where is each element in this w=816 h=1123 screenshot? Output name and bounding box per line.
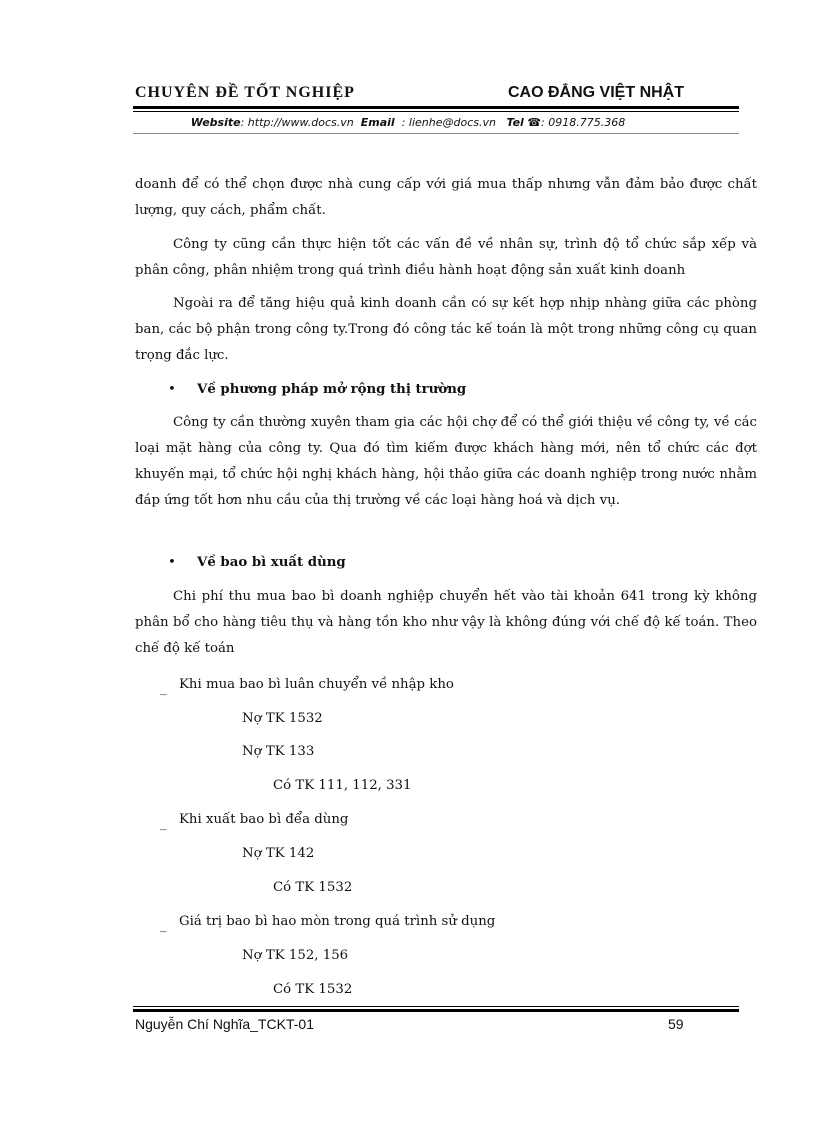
website-label: Website	[190, 116, 241, 129]
header-rule-thin	[133, 111, 739, 112]
email-label: Email	[360, 116, 395, 129]
item-1-debit-1: Nợ TK 1532	[242, 711, 323, 726]
email-value: : lienhe@docs.vn	[401, 116, 496, 129]
item-3-debit: Nợ TK 152, 156	[242, 948, 349, 963]
bullet-icon: •	[168, 382, 176, 397]
header-title-right: CAO ĐẲNG VIỆT NHẬT	[508, 84, 684, 101]
paragraph-4: Công ty cần thường xuyên tham gia các hội chợ để có thể giới thiệu về công ty, về các loại mặt hàng của công ty. Qua đó tìm kiếm được khách hàng mới, nên tổ chức các đợt khuyến mại, tổ chức hội nghị khách hàng, hội thảo giữa các doanh nghiệp trong nước nhằm đáp ứng tốt hơn nhu cầu của thị trường về các loại hàng hoá và dịch vụ.	[135, 415, 757, 508]
header-title-left: CHUYÊN ĐỀ TỐT NGHIỆP	[135, 84, 355, 101]
contact-line	[0, 116, 816, 129]
footer-author: Nguyễn Chí Nghĩa_TCKT-01	[135, 1016, 314, 1032]
dash-marker: _	[160, 918, 167, 933]
website-value: : http://www.docs.vn	[240, 116, 354, 129]
item-2-debit: Nợ TK 142	[242, 846, 315, 861]
footer-rule-thick	[133, 1009, 739, 1012]
header-rule-thick	[133, 106, 739, 109]
item-1-debit-2: Nợ TK 133	[242, 744, 315, 759]
item-3-credit: Có TK 1532	[273, 982, 353, 997]
phone-icon: ☎	[527, 116, 542, 129]
header-rule-bottom	[133, 133, 739, 134]
item-2-credit: Có TK 1532	[273, 880, 353, 895]
dash-marker: _	[160, 816, 167, 831]
heading-packaging-text: Về bao bì xuất dùng	[197, 555, 346, 570]
item-1-credit: Có TK 111, 112, 331	[273, 778, 412, 793]
item-3-title: Giá trị bao bì hao mòn trong quá trình sử dụng	[179, 914, 496, 929]
bullet-icon: •	[168, 555, 176, 570]
item-1-title: Khi mua bao bì luân chuyển về nhập kho	[179, 677, 454, 692]
page-number: 59	[668, 1016, 684, 1032]
heading-market-text: Về phương pháp mở rộng thị trường	[197, 382, 467, 397]
paragraph-1: doanh để có thể chọn được nhà cung cấp với giá mua thấp nhưng vẫn đảm bảo được chất lượng, quy cách, phẩm chất.	[135, 177, 757, 218]
paragraph-2: Công ty cũng cần thực hiện tốt các vấn đề về nhân sự, trình độ tổ chức sắp xếp và phân công, phân nhiệm trong quá trình điều hành hoạt động sản xuất kinh doanh	[135, 237, 757, 278]
paragraph-3: Ngoài ra để tăng hiệu quả kinh doanh cần có sự kết hợp nhịp nhàng giữa các phòng ban, các bộ phận trong công ty.Trong đó công tác kế toán là một trong những công cụ quan trọng đắc lực.	[135, 296, 757, 363]
paragraph-5: Chi phí thu mua bao bì doanh nghiệp chuyển hết vào tài khoản 641 trong kỳ không phân bổ cho hàng tiêu thụ và hàng tồn kho như vậy là không đúng với chế độ kế toán. Theo chế độ kế toán	[135, 589, 757, 656]
dash-marker: _	[160, 681, 167, 696]
footer-rule-thin	[133, 1006, 739, 1007]
tel-label: Tel	[506, 116, 524, 129]
item-2-title: Khi xuất bao bì đểa dùng	[179, 812, 349, 827]
tel-value: : 0918.775.368	[541, 116, 626, 129]
